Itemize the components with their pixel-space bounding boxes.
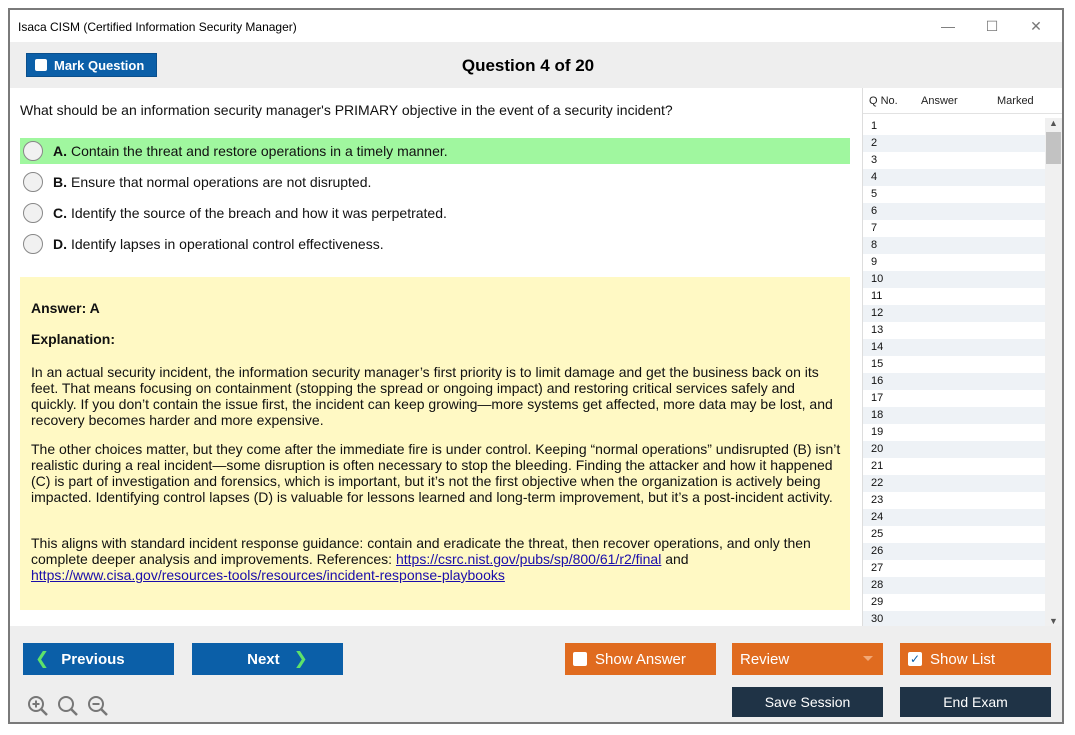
question-list-row[interactable]: 30	[863, 611, 1045, 628]
title-bar	[10, 10, 1062, 42]
question-list-row[interactable]: 9	[871, 256, 878, 268]
option-b-text: Ensure that normal operations are not disrupted.	[71, 174, 372, 190]
answer-label: Answer: A	[31, 300, 100, 316]
col-marked: Marked	[997, 95, 1034, 107]
option-a[interactable]	[20, 138, 850, 164]
radio-d[interactable]	[23, 234, 43, 254]
show-list-button[interactable]	[900, 643, 1051, 675]
question-list-row[interactable]: 11	[871, 290, 883, 302]
question-list-row[interactable]: 14	[863, 339, 1045, 356]
question-header	[10, 42, 1062, 88]
question-list-row[interactable]: 2	[863, 135, 1045, 152]
footer-bar	[10, 626, 1062, 724]
question-list-row[interactable]: 5	[871, 188, 878, 200]
col-qno: Q No.	[869, 95, 898, 107]
end-exam-label: End Exam	[943, 694, 1008, 710]
previous-label: Previous	[61, 650, 125, 668]
zoom-reset-icon[interactable]	[56, 694, 80, 718]
radio-b[interactable]	[23, 172, 43, 192]
zoom-in-icon[interactable]	[26, 694, 50, 718]
question-list-row[interactable]: 12	[863, 305, 1045, 322]
mark-question-label: Mark Question	[54, 57, 145, 73]
option-d-text: Identify lapses in operational control effectiveness.	[71, 236, 384, 252]
option-b-letter: B.	[53, 174, 67, 190]
cisa-reference-link[interactable]: https://www.cisa.gov/resources-tools/resources/incident-response-playbooks	[31, 567, 505, 583]
radio-c[interactable]	[23, 203, 43, 223]
close-button[interactable]: ✕	[1030, 17, 1042, 34]
show-answer-label: Show Answer	[595, 650, 686, 668]
chevron-right-icon: ❯	[293, 649, 308, 668]
option-a-text: Contain the threat and restore operations in a timely manner.	[71, 143, 448, 159]
col-answer: Answer	[921, 95, 958, 107]
next-label: Next	[247, 650, 280, 668]
show-answer-button[interactable]	[565, 643, 716, 675]
maximize-button[interactable]: ☐	[985, 17, 999, 34]
explanation-heading: Explanation:	[31, 331, 116, 347]
scrollbar-thumb[interactable]	[1046, 132, 1061, 164]
scroll-down-icon[interactable]: ▼	[1049, 616, 1058, 626]
question-list-row[interactable]: 27	[871, 562, 884, 574]
option-c-text: Identify the source of the breach and how it was perpetrated.	[71, 205, 447, 221]
previous-button[interactable]	[23, 643, 174, 675]
question-list-row[interactable]: 13	[871, 324, 884, 336]
radio-a[interactable]	[23, 141, 43, 161]
scroll-up-icon[interactable]: ▲	[1049, 118, 1058, 128]
option-d[interactable]	[20, 231, 850, 257]
option-a-letter: A.	[53, 143, 67, 159]
question-list-row[interactable]: 4	[863, 169, 1045, 186]
option-c-letter: C.	[53, 205, 67, 221]
explanation-paragraph-2: The other choices matter, but they come after the immediate fire is under control. Keeping “normal operations” undisrupted (B) isn’t realistic during a real incident—some disruption is often necessary to stop the bleeding. Finding the attacker and how it happened (C) is part of investigation and forensics, which is important, but it’s not the first objective when the organization is actively being impacted. Identifying control lapses (D) is valuable for lessons learned and long-term improvement, but it’s a post-incident activity.	[31, 441, 841, 505]
question-list-header	[863, 88, 1063, 114]
explanation-panel	[20, 277, 850, 610]
question-list-row[interactable]: 21	[871, 460, 884, 472]
zoom-out-icon[interactable]	[86, 694, 110, 718]
question-list-row[interactable]: 6	[863, 203, 1045, 220]
question-list-row[interactable]: 1	[871, 120, 878, 132]
save-session-button[interactable]	[732, 687, 883, 717]
question-counter: Question 4 of 20	[461, 56, 595, 75]
show-list-label: Show List	[930, 650, 996, 668]
next-button[interactable]	[192, 643, 343, 675]
save-session-label: Save Session	[764, 694, 851, 710]
question-list-row[interactable]: 20	[863, 441, 1045, 458]
question-list-row[interactable]: 8	[863, 237, 1045, 254]
option-d-letter: D.	[53, 236, 67, 252]
question-list-row[interactable]: 15	[871, 358, 884, 370]
references-text: This aligns with standard incident response guidance: contain and eradicate the threat, then recover operations, and only then complete deeper analysis and improvements. References:	[31, 535, 811, 567]
end-exam-button[interactable]	[900, 687, 1051, 717]
and-text: and	[661, 551, 689, 567]
question-list-row[interactable]: 29	[871, 596, 884, 608]
question-list-row[interactable]: 22	[863, 475, 1045, 492]
review-dropdown[interactable]	[732, 643, 883, 675]
question-list-row[interactable]: 3	[871, 154, 878, 166]
chevron-left-icon: ❮	[35, 649, 50, 668]
minimize-button[interactable]: —	[941, 18, 955, 34]
question-list-row[interactable]: 28	[863, 577, 1045, 594]
app-window	[8, 8, 1064, 724]
window-title: Isaca CISM (Certified Information Security Manager)	[18, 20, 297, 34]
question-list-row[interactable]: 19	[871, 426, 884, 438]
show-list-checkmark-icon: ✓	[909, 652, 921, 666]
question-list-row[interactable]: 26	[863, 543, 1045, 560]
question-list-scrollbar[interactable]	[1045, 118, 1062, 626]
question-list-row[interactable]: 25	[871, 528, 884, 540]
question-list	[863, 118, 1045, 628]
question-list-row[interactable]: 23	[871, 494, 884, 506]
explanation-paragraph-1: In an actual security incident, the information security manager’s first priority is to limit damage and get the business back on its feet. That means focusing on containment (stopping the spread or ongoing impact) and restoring critical services safely and quickly. If you don’t contain the issue first, the incident can keep growing—more systems get affected, more data may be lost, and recovery becomes harder and more expensive.	[31, 364, 833, 428]
question-list-row[interactable]: 17	[871, 392, 884, 404]
option-b[interactable]	[20, 169, 850, 195]
question-text: What should be an information security manager's PRIMARY objective in the event of a security incident?	[20, 102, 673, 118]
question-list-row[interactable]: 10	[863, 271, 1045, 288]
explanation-paragraph-3	[31, 535, 843, 583]
option-c[interactable]	[20, 200, 850, 226]
chevron-down-icon	[863, 656, 873, 661]
question-list-row[interactable]: 24	[863, 509, 1045, 526]
question-list-row[interactable]: 7	[871, 222, 878, 234]
nist-reference-link[interactable]: https://csrc.nist.gov/pubs/sp/800/61/r2/final	[395, 551, 662, 567]
show-answer-checkbox-icon	[573, 652, 587, 666]
review-label: Review	[740, 650, 790, 668]
question-list-row[interactable]: 18	[863, 407, 1045, 424]
question-list-panel	[862, 88, 1062, 626]
question-list-row[interactable]: 16	[863, 373, 1045, 390]
